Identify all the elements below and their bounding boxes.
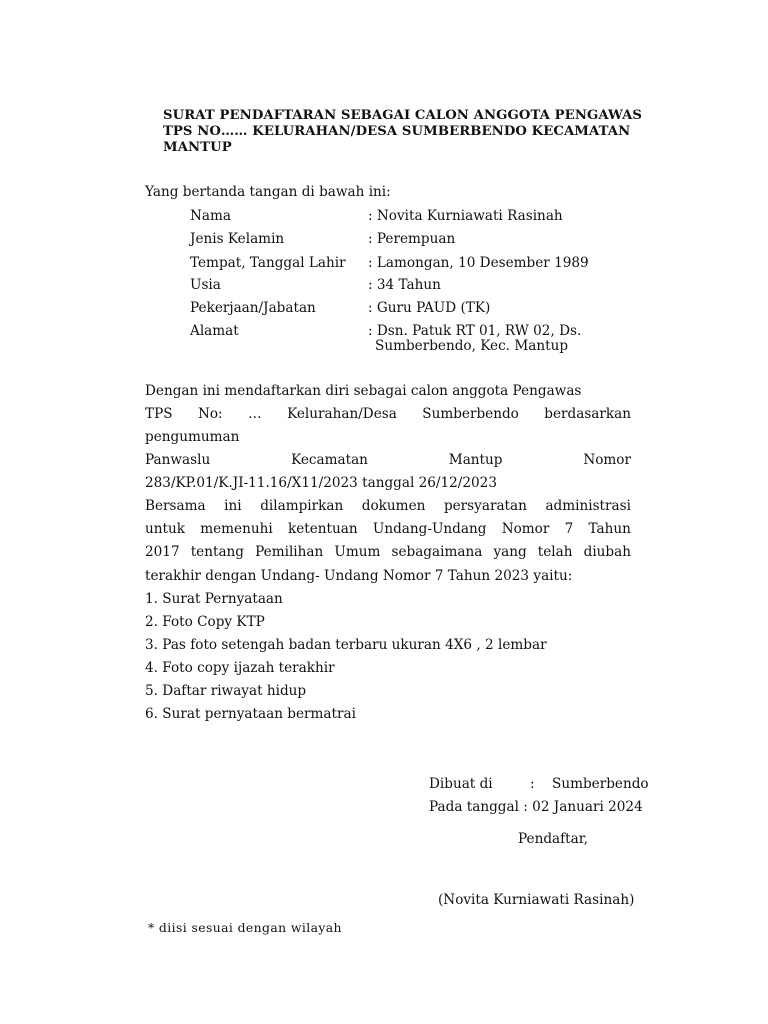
body-word: Kelurahan/Desa (287, 406, 397, 422)
body-line-9: terakhir dengan Undang- Undang Nomor 7 Tahun 2023 yaitu: (145, 568, 573, 584)
body-word: administrasi (545, 498, 631, 514)
body-line-7 (145, 520, 631, 538)
list-item: 5. Daftar riwayat hidup (145, 683, 307, 699)
identity-value: : Perempuan (368, 231, 456, 247)
body-word: telah (537, 544, 573, 560)
identity-label: Usia (190, 277, 221, 293)
body-line-3: pengumuman (145, 429, 240, 445)
list-item: 2. Foto Copy KTP (145, 614, 265, 630)
body-word: No: (197, 406, 223, 422)
intro-text: Yang bertanda tangan di bawah ini: (145, 184, 391, 200)
body-word: Umum (334, 544, 381, 560)
body-word: ketentuan (287, 521, 358, 537)
applicant-name: (Novita Kurniawati Rasinah) (438, 892, 635, 908)
body-word: … (248, 406, 262, 422)
identity-label: Pekerjaan/Jabatan (190, 300, 316, 316)
body-line-4 (145, 451, 631, 469)
body-word: Nomor (501, 521, 550, 537)
identity-value: Sumberbendo, Kec. Mantup (375, 338, 569, 354)
body-line-1: Dengan ini mendaftarkan diri sebagai calon anggota Pengawas (145, 383, 582, 399)
dibuat-label: Dibuat di (429, 776, 493, 792)
body-word: Undang-Undang (372, 521, 487, 537)
list-item: 3. Pas foto setengah badan terbaru ukuran 4X6 , 2 lembar (145, 637, 547, 653)
body-word: Bersama (145, 498, 206, 514)
body-line-5: 283/KP.01/K.JI-11.16/X11/2023 tanggal 26/12/2023 (145, 475, 497, 491)
identity-value: : Guru PAUD (TK) (368, 300, 491, 316)
identity-label: Alamat (190, 323, 239, 339)
applicant-label: Pendaftar, (518, 831, 589, 847)
body-line-8 (145, 543, 631, 561)
identity-label: Tempat, Tanggal Lahir (190, 255, 346, 271)
identity-value: : Novita Kurniawati Rasinah (368, 208, 563, 224)
body-word: dokumen (361, 498, 426, 514)
signing-date: Pada tanggal : 02 Januari 2024 (429, 799, 643, 815)
document-title (163, 108, 703, 156)
body-word: persyaratan (443, 498, 527, 514)
body-word: ini (224, 498, 242, 514)
body-word: Pemilihan (255, 544, 324, 560)
body-word: Kecamatan (291, 452, 368, 468)
identity-label: Jenis Kelamin (190, 231, 285, 247)
body-word: diubah (583, 544, 631, 560)
body-word: Panwaslu (145, 452, 211, 468)
identity-value: : 34 Tahun (368, 277, 441, 293)
body-word: tentang (190, 544, 245, 560)
identity-value: : Lamongan, 10 Desember 1989 (368, 255, 589, 271)
body-word: Sumberbendo (422, 406, 519, 422)
body-word: 2017 (145, 544, 180, 560)
dibuat-value: Sumberbendo (552, 776, 649, 792)
title-line-1: SURAT PENDAFTARAN SEBAGAI CALON ANGGOTA PENGAWAS (163, 108, 643, 123)
title-line-2: TPS NO…… KELURAHAN/DESA SUMBERBENDO KECAMATAN (163, 124, 631, 139)
body-word: sebagaimana (391, 544, 483, 560)
footnote: * diisi sesuai dengan wilayah (148, 920, 342, 935)
body-word: TPS (145, 406, 173, 422)
dibuat-colon: : (530, 776, 535, 792)
title-line-3: MANTUP (163, 140, 232, 155)
body-word: Mantup (448, 452, 503, 468)
body-word: Nomor (583, 452, 631, 468)
body-word: yang (493, 544, 527, 560)
body-word: memenuhi (200, 521, 273, 537)
identity-value: : Dsn. Patuk RT 01, RW 02, Ds. (368, 323, 582, 339)
body-word: Tahun (588, 521, 631, 537)
body-line-6 (145, 497, 631, 515)
body-word: 7 (564, 521, 574, 537)
identity-label: Nama (190, 208, 231, 224)
body-word: berdasarkan (544, 406, 631, 422)
body-line-2 (145, 405, 631, 423)
list-item: 1. Surat Pernyataan (145, 591, 283, 607)
list-item: 4. Foto copy ijazah terakhir (145, 660, 335, 676)
body-word: untuk (145, 521, 185, 537)
body-word: dilampirkan (260, 498, 344, 514)
list-item: 6. Surat pernyataan bermatrai (145, 706, 356, 722)
